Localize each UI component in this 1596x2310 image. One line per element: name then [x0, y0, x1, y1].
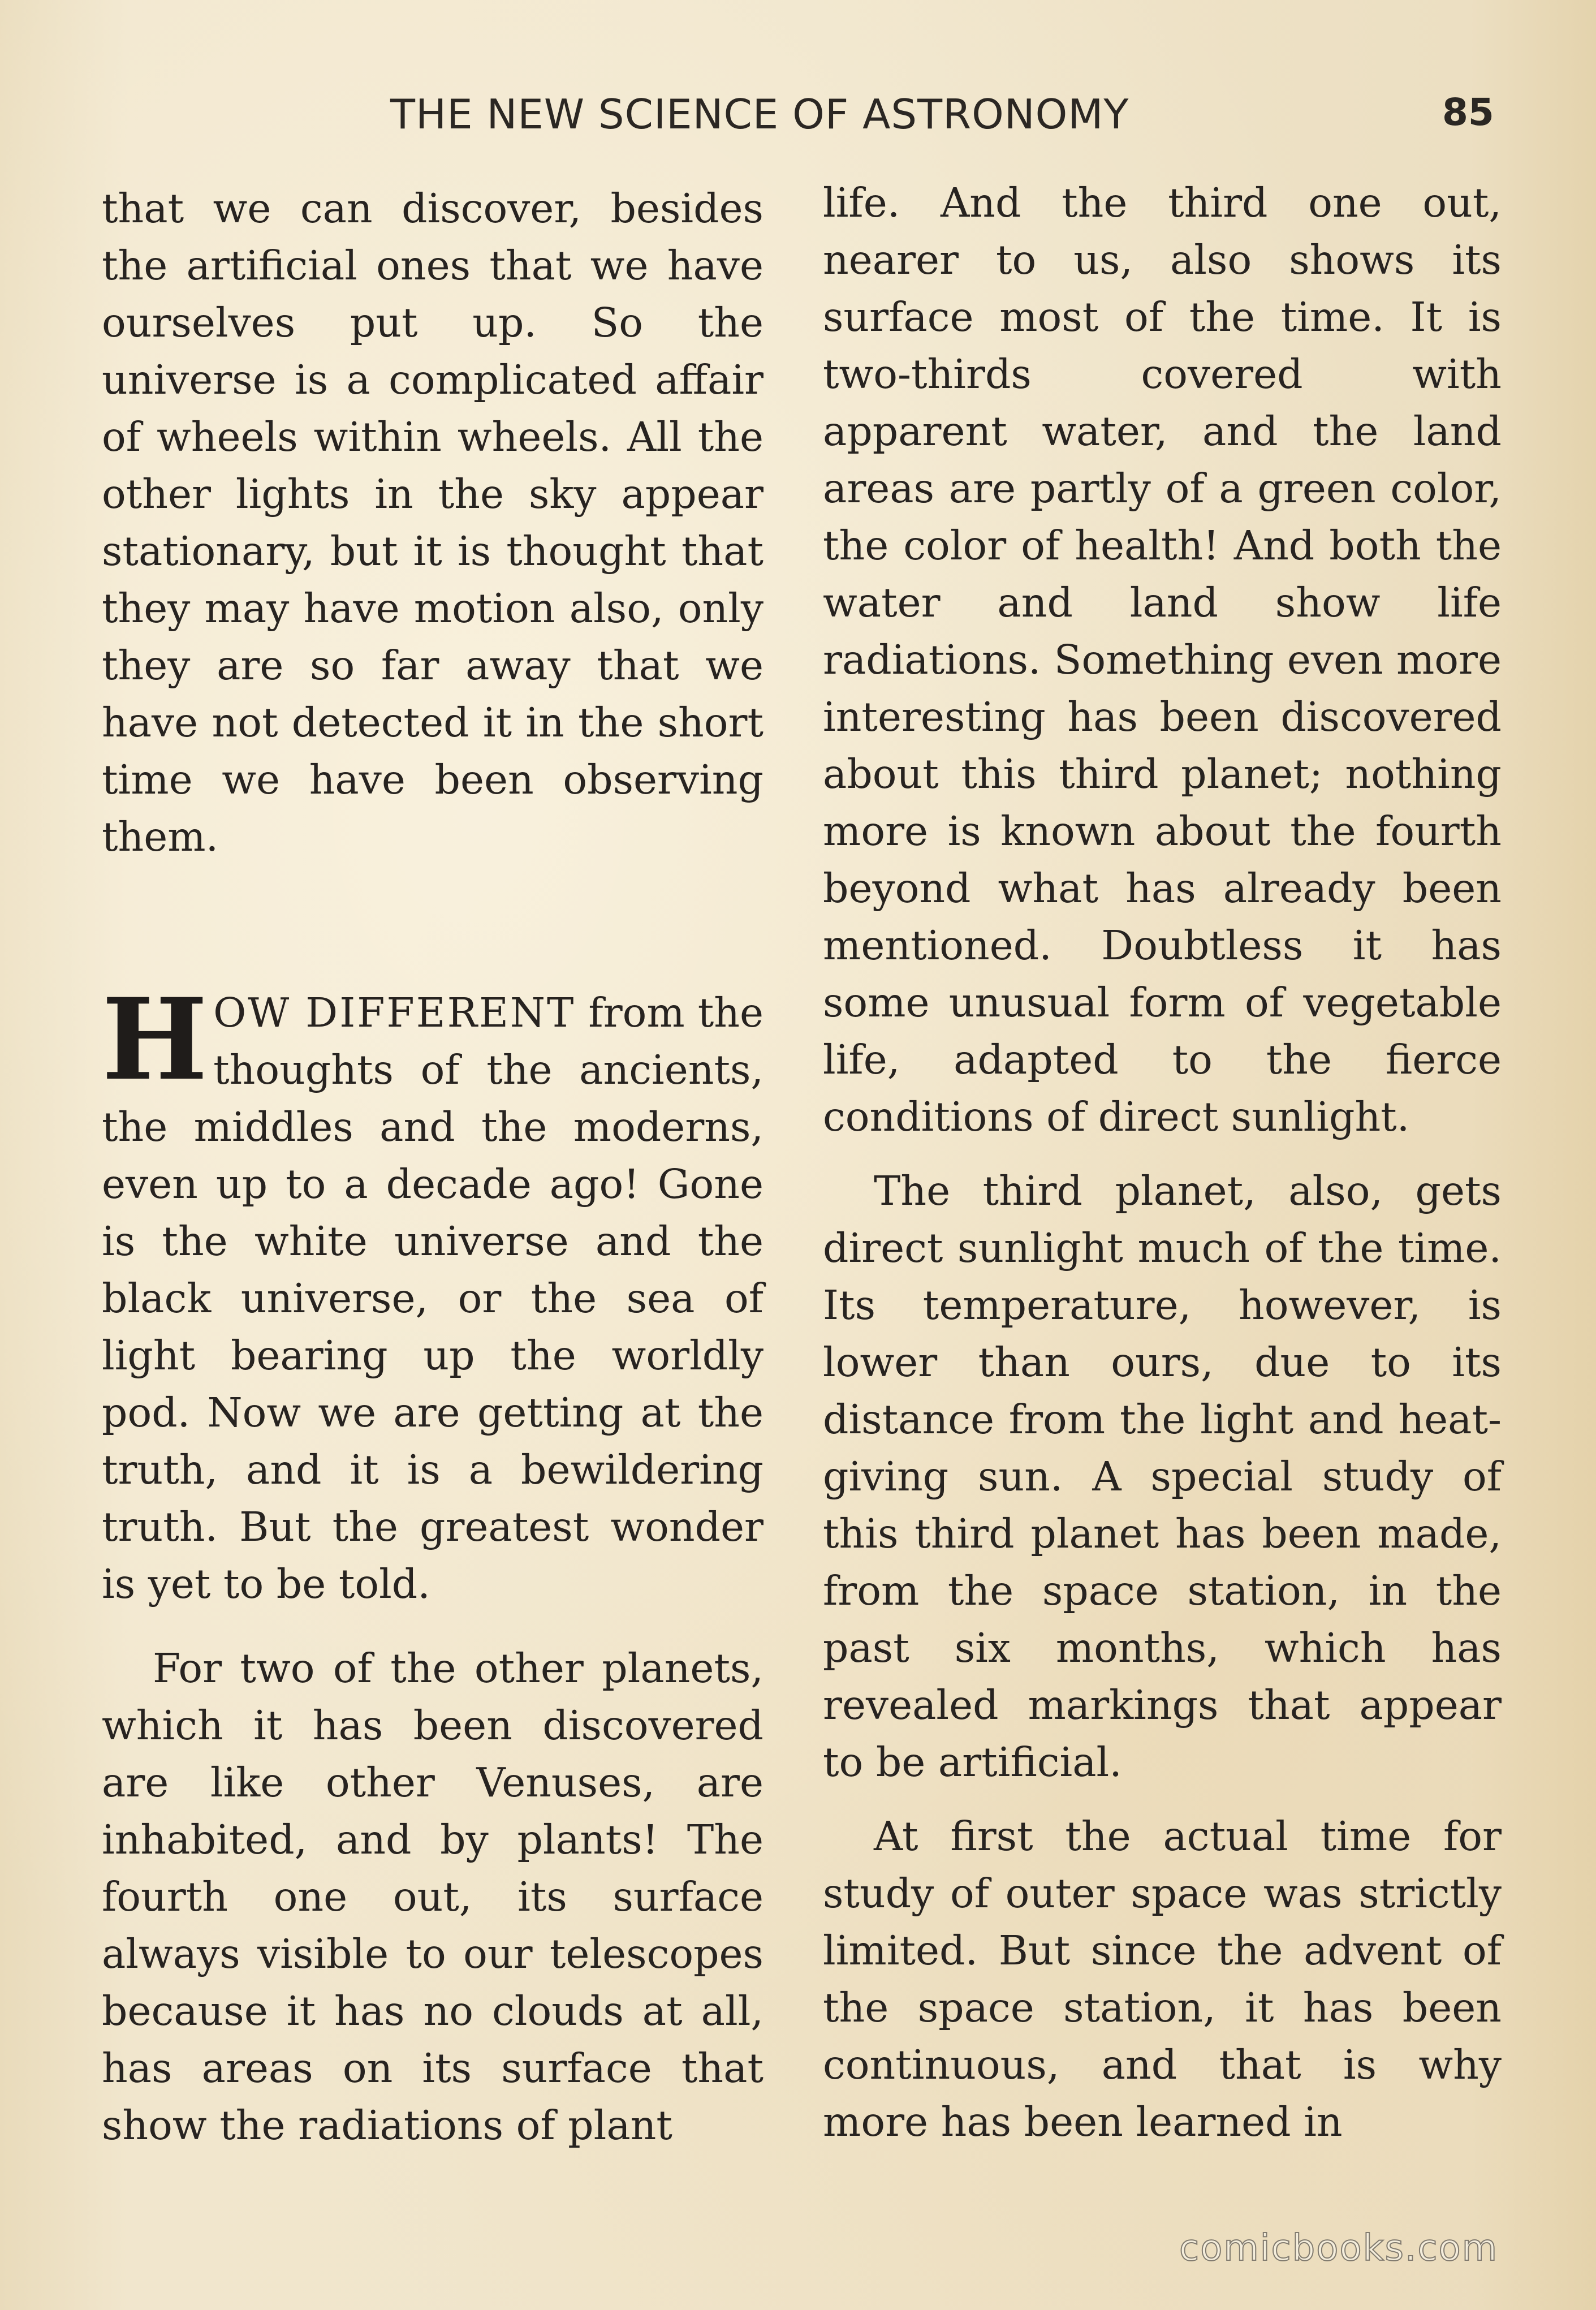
lead-in-caps: OW DIFFERENT	[213, 989, 576, 1036]
left-paragraph-2	[102, 973, 764, 1613]
running-head-title: THE NEW SCIENCE OF ASTRONOMY	[390, 90, 1129, 138]
left-paragraph-2-body: from the thoughts of the ancients, the middles and the moderns, even up to a decade ago! Gone is the white universe and the black universe, or the sea of light bearing up the worldly pod. Now we are getting at the truth, and it is a bewildering truth. But the greatest wonder is yet to be told.	[102, 989, 764, 1607]
left-column	[102, 180, 764, 2154]
drop-cap: H	[102, 973, 208, 1105]
left-paragraph-3: For two of the other planets, which it has been discovered are like other Venuses, are inhabited, and by plants! The fourth one out, its surface always visible to our telescopes because it has no clouds at all, has areas on its surface that show the radiations of plant	[102, 1645, 764, 2149]
page-number: 85	[1442, 90, 1494, 134]
left-paragraph-1: that we can discover, besides the artificial ones that we have ourselves put up. So the universe is a complicated affair of wheels within wheels. All the other lights in the sky appear stationary, but it is thought that they may have motion also, only they are so far away that we have not detected it in the short time we have been observing them.	[102, 185, 764, 860]
right-paragraph-1: life. And the third one out, nearer to us, also shows its surface most of the time. It is two-thirds covered with apparent water, and the land areas are partly of a green color, the color of health! And both the water and land show life radiations. Something even more interesting has been discovered about this third planet; nothing more is known about the fourth beyond what has already been mentioned. Doubtless it has some unusual form of vegetable life, adapted to the fierce conditions of direct sunlight.	[823, 179, 1502, 1140]
site-watermark: comicbooks.com	[1179, 2227, 1499, 2269]
right-column	[823, 174, 1502, 2150]
right-paragraph-3: At first the actual time for study of outer space was strictly limited. But since the advent of the space station, it has been continuous, and that is why more has been learned in	[823, 1813, 1502, 2145]
right-paragraph-2: The third planet, also, gets direct sunlight much of the time. Its temperature, however, is lower than ours, due to its distance from the light and heat-giving sun. A special study of this third planet has been made, from the space station, in the past six months, which has revealed markings that appear to be artificial.	[823, 1167, 1502, 1786]
